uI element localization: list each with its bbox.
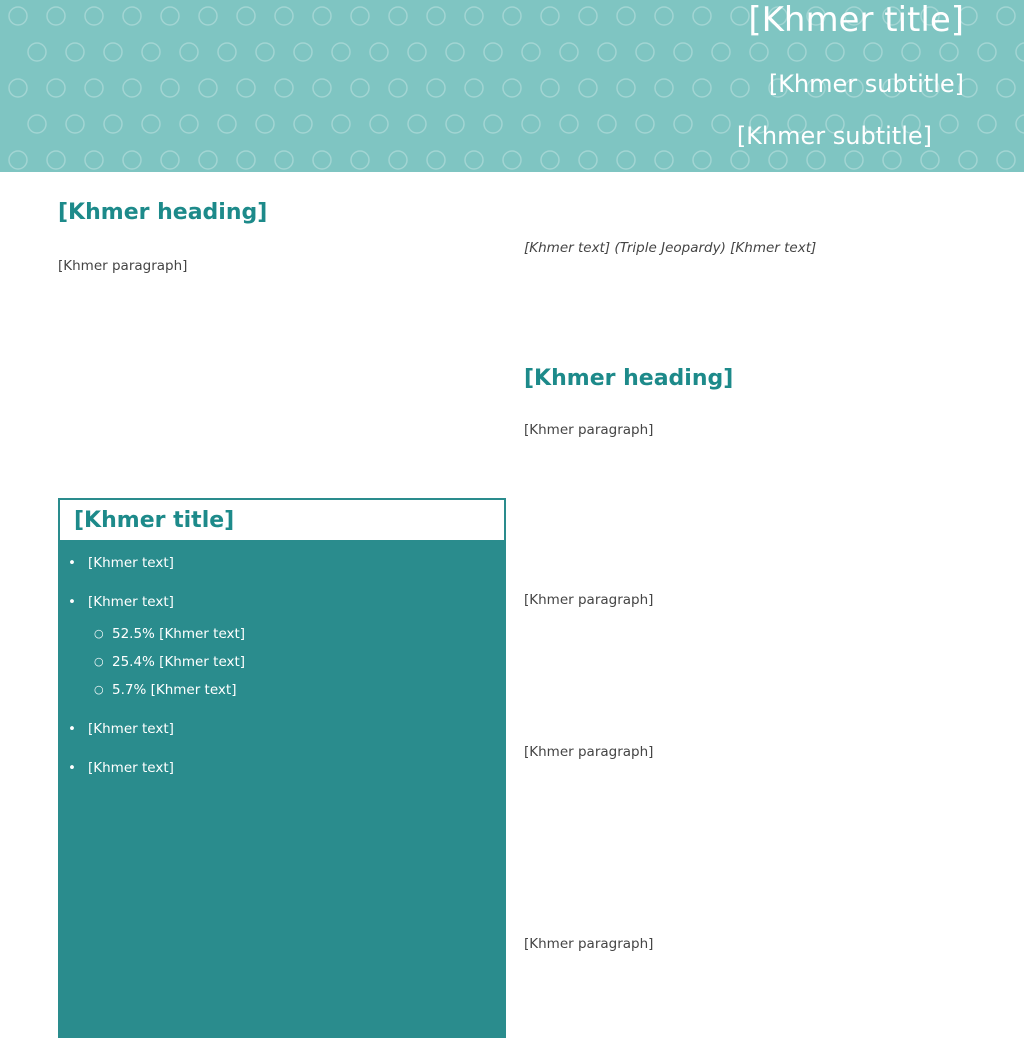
banner-pattern-icon	[655, 151, 673, 169]
key-message-item	[58, 716, 506, 743]
banner-pattern-icon	[275, 151, 293, 169]
banner-pattern-icon	[408, 43, 426, 61]
document-subtitle-line1: [Khmer subtitle]	[768, 70, 964, 98]
banner-pattern-icon	[465, 79, 483, 97]
banner-pattern-icon	[940, 115, 958, 133]
banner-pattern-icon	[47, 151, 65, 169]
banner-pattern-icon	[161, 79, 179, 97]
key-message-text: [Khmer text]	[88, 555, 174, 571]
banner-pattern-icon	[199, 79, 217, 97]
key-message-item	[58, 589, 506, 704]
banner-pattern-icon	[332, 43, 350, 61]
banner-pattern-icon	[769, 151, 787, 169]
banner-pattern-icon	[180, 115, 198, 133]
banner-pattern-icon	[104, 115, 122, 133]
findings-paragraph-1: [Khmer paragraph]	[524, 422, 654, 438]
banner-pattern-icon	[826, 43, 844, 61]
banner-pattern-icon	[313, 151, 331, 169]
banner-pattern-icon	[313, 79, 331, 97]
banner-pattern-icon	[275, 7, 293, 25]
banner-pattern-icon	[370, 115, 388, 133]
study-intro-paragraph: [Khmer text] (Triple Jeopardy) [Khmer text]	[524, 240, 817, 256]
banner-pattern-icon	[503, 79, 521, 97]
banner-pattern-icon	[142, 115, 160, 133]
banner-pattern-icon	[123, 151, 141, 169]
banner-pattern-icon	[85, 151, 103, 169]
banner-pattern-icon	[579, 151, 597, 169]
banner-pattern-icon	[104, 43, 122, 61]
key-messages-title: [Khmer title]	[74, 508, 235, 533]
banner-pattern-icon	[921, 151, 939, 169]
banner-pattern-icon	[427, 79, 445, 97]
banner-pattern-icon	[617, 79, 635, 97]
banner-pattern-icon	[864, 43, 882, 61]
header-banner	[0, 0, 1024, 172]
document-title: [Khmer title]	[748, 0, 964, 40]
banner-pattern-icon	[465, 151, 483, 169]
banner-pattern-icon	[484, 115, 502, 133]
banner-pattern-icon	[883, 151, 901, 169]
key-message-item	[58, 550, 506, 577]
banner-pattern-icon	[446, 115, 464, 133]
banner-pattern-icon	[237, 151, 255, 169]
banner-pattern-icon	[47, 7, 65, 25]
findings-paragraph-3: [Khmer paragraph]	[524, 744, 654, 760]
banner-pattern-icon	[199, 151, 217, 169]
banner-pattern-icon	[655, 79, 673, 97]
banner-pattern-icon	[541, 7, 559, 25]
banner-pattern-icon	[503, 7, 521, 25]
key-message-text: [Khmer text]	[88, 594, 174, 610]
banner-pattern-icon	[731, 79, 749, 97]
banner-pattern-icon	[47, 79, 65, 97]
banner-pattern-icon	[636, 43, 654, 61]
banner-pattern-icon	[370, 43, 388, 61]
key-message-text: [Khmer text]	[88, 721, 174, 737]
banner-pattern-icon	[351, 79, 369, 97]
banner-pattern-icon	[332, 115, 350, 133]
banner-pattern-icon	[731, 151, 749, 169]
banner-pattern-icon	[389, 7, 407, 25]
banner-pattern-icon	[712, 43, 730, 61]
banner-pattern-icon	[161, 7, 179, 25]
banner-pattern-icon	[389, 151, 407, 169]
banner-pattern-icon	[579, 79, 597, 97]
banner-pattern-icon	[256, 115, 274, 133]
banner-pattern-icon	[389, 79, 407, 97]
banner-pattern-icon	[465, 7, 483, 25]
banner-pattern-icon	[788, 43, 806, 61]
banner-pattern-icon	[617, 151, 635, 169]
key-message-sublist	[88, 620, 494, 704]
document-subtitle-line2: [Khmer subtitle]	[736, 122, 932, 150]
banner-pattern-icon	[9, 151, 27, 169]
banner-pattern-icon	[541, 151, 559, 169]
banner-pattern-icon	[85, 7, 103, 25]
banner-pattern-icon	[997, 7, 1015, 25]
banner-pattern-icon	[902, 43, 920, 61]
banner-pattern-icon	[655, 7, 673, 25]
banner-pattern-icon	[522, 43, 540, 61]
banner-pattern-icon	[237, 7, 255, 25]
banner-pattern-icon	[218, 115, 236, 133]
banner-pattern-icon	[446, 43, 464, 61]
banner-pattern-icon	[180, 43, 198, 61]
banner-pattern-icon	[123, 79, 141, 97]
banner-pattern-icon	[1016, 115, 1024, 133]
banner-pattern-icon	[598, 43, 616, 61]
problem-statement-heading: [Khmer heading]	[58, 200, 268, 225]
banner-pattern-icon	[66, 43, 84, 61]
key-message-item	[58, 755, 506, 782]
banner-pattern-icon	[237, 79, 255, 97]
banner-pattern-icon	[294, 43, 312, 61]
violence-context-heading: [Khmer heading]	[524, 366, 734, 391]
key-messages-list	[58, 550, 506, 794]
key-message-subitem: ○ 5.7% [Khmer text]	[88, 676, 494, 704]
banner-pattern-icon	[427, 7, 445, 25]
banner-pattern-icon	[427, 151, 445, 169]
banner-pattern-icon	[674, 115, 692, 133]
banner-pattern-icon	[256, 43, 274, 61]
banner-pattern-icon	[218, 43, 236, 61]
banner-pattern-icon	[997, 151, 1015, 169]
banner-pattern-icon	[294, 115, 312, 133]
banner-pattern-icon	[693, 79, 711, 97]
banner-pattern-icon	[674, 43, 692, 61]
banner-pattern-icon	[598, 115, 616, 133]
banner-pattern-icon	[351, 151, 369, 169]
key-messages-header	[58, 498, 506, 542]
banner-pattern-icon	[636, 115, 654, 133]
banner-pattern-icon	[959, 151, 977, 169]
findings-paragraph-2: [Khmer paragraph]	[524, 592, 654, 608]
banner-pattern-icon	[807, 151, 825, 169]
banner-pattern-icon	[997, 79, 1015, 97]
banner-pattern-icon	[503, 151, 521, 169]
banner-pattern-icon	[161, 151, 179, 169]
banner-pattern-icon	[66, 115, 84, 133]
banner-pattern-icon	[275, 79, 293, 97]
banner-pattern-icon	[940, 43, 958, 61]
banner-pattern-icon	[9, 79, 27, 97]
banner-pattern-icon	[1016, 43, 1024, 61]
banner-pattern-icon	[560, 115, 578, 133]
key-message-subitem: ○ 25.4% [Khmer text]	[88, 648, 494, 676]
banner-pattern-icon	[693, 151, 711, 169]
banner-pattern-icon	[85, 79, 103, 97]
banner-pattern-icon	[617, 7, 635, 25]
banner-pattern-icon	[408, 115, 426, 133]
banner-pattern-icon	[123, 7, 141, 25]
banner-pattern-icon	[978, 43, 996, 61]
key-messages-box	[58, 498, 506, 1038]
key-message-subitem: ○ 52.5% [Khmer text]	[88, 620, 494, 648]
banner-pattern-icon	[978, 115, 996, 133]
banner-pattern-icon	[313, 7, 331, 25]
banner-pattern-icon	[579, 7, 597, 25]
banner-pattern-icon	[28, 115, 46, 133]
banner-pattern-icon	[750, 43, 768, 61]
banner-pattern-icon	[484, 43, 502, 61]
banner-pattern-icon	[541, 79, 559, 97]
banner-pattern-icon	[142, 43, 160, 61]
banner-pattern-icon	[351, 7, 369, 25]
banner-pattern-icon	[199, 7, 217, 25]
banner-pattern-icon	[9, 7, 27, 25]
banner-pattern-icon	[712, 115, 730, 133]
banner-pattern-icon	[522, 115, 540, 133]
banner-pattern-icon	[693, 7, 711, 25]
banner-pattern-icon	[560, 43, 578, 61]
banner-pattern-icon	[731, 7, 749, 25]
banner-pattern-icon	[845, 151, 863, 169]
problem-statement-paragraph: [Khmer paragraph]	[58, 258, 188, 274]
banner-pattern-icon	[28, 43, 46, 61]
key-message-text: [Khmer text]	[88, 760, 174, 776]
findings-paragraph-4: [Khmer paragraph]	[524, 936, 654, 952]
